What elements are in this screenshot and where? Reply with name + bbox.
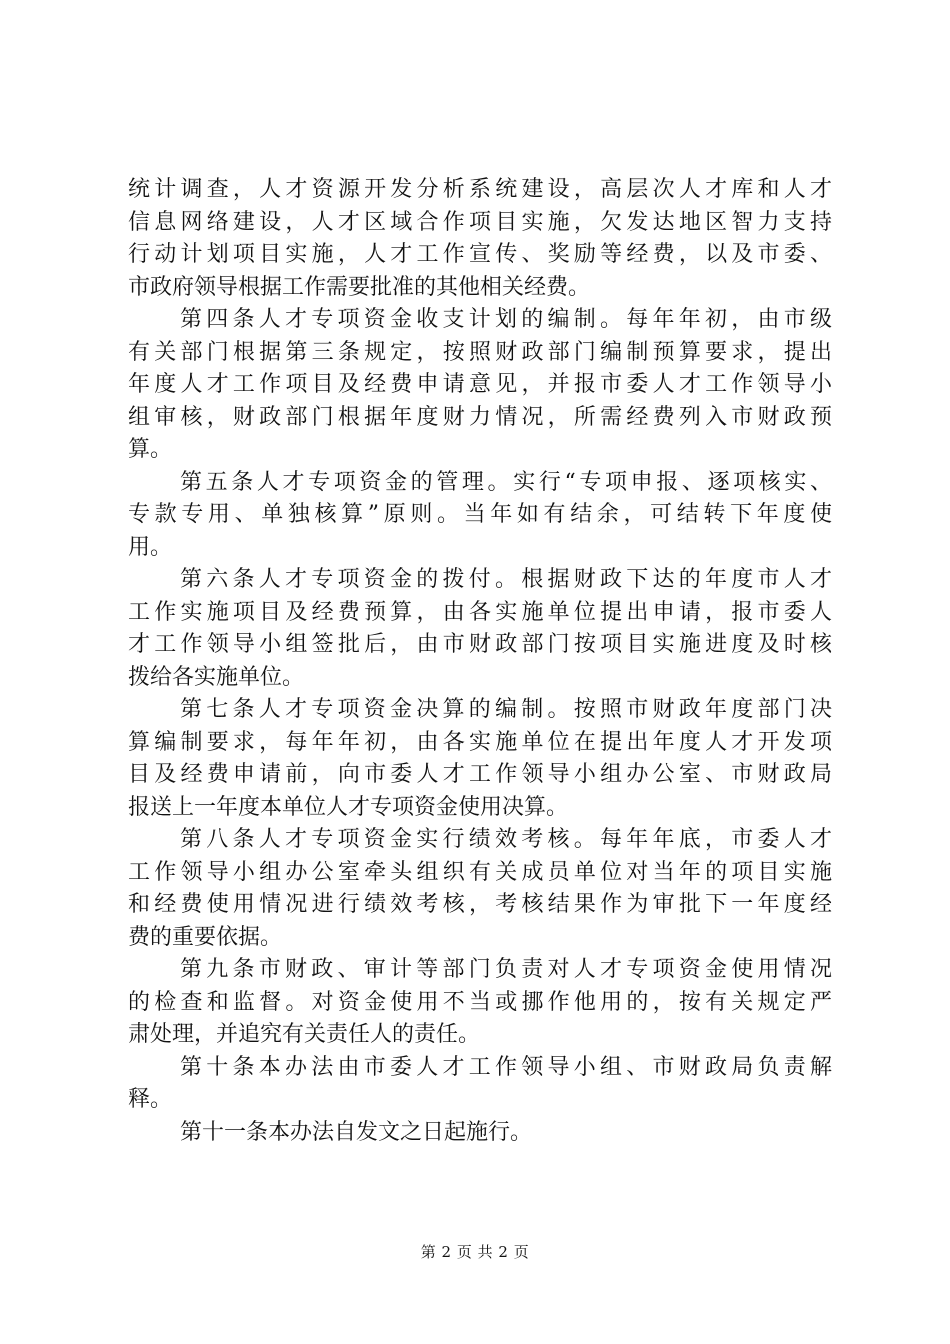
text-line: 行动计划项目实施，人才工作宣传、奖励等经费，以及市委、	[128, 242, 832, 267]
text-line: 第十条本办法由市委人才工作领导小组、市财政局负责解	[180, 1054, 832, 1080]
text-line: 组审核，财政部门根据年度财力情况，所需经费列入市财政预	[128, 404, 832, 430]
text-line: 第十一条本办法自发文之日起施行。	[180, 1119, 533, 1145]
text-line: 第六条人才专项资金的拨付。根据财政下达的年度市人才	[180, 567, 832, 592]
document-body	[128, 174, 832, 1149]
text-line: 报送上一年度本单位人才专项资金使用决算。	[128, 794, 569, 820]
text-line: 算编制要求，每年年初，由各实施单位在提出年度人才开发项	[128, 729, 832, 755]
text-line: 统计调查，人才资源开发分析系统建设，高层次人才库和人才	[128, 177, 832, 202]
text-line: 有关部门根据第三条规定，按照财政部门编制预算要求，提出	[128, 339, 832, 365]
text-line: 信息网络建设，人才区域合作项目实施，欠发达地区智力支持	[128, 209, 832, 235]
text-line: 工作实施项目及经费预算，由各实施单位提出申请，报市委人	[128, 599, 832, 625]
text-line: 第五条人才专项资金的管理。实行“专项申报、逐项核实、	[180, 469, 832, 495]
page-footer: 第 2 页 共 2 页	[420, 1243, 530, 1261]
text-line: 第九条市财政、审计等部门负责对人才专项资金使用情况	[180, 957, 832, 982]
text-line: 专款专用、单独核算”原则。当年如有结余，可结转下年度使	[128, 502, 832, 527]
text-line: 用。	[128, 534, 173, 560]
text-line: 释。	[128, 1087, 173, 1112]
text-line: 年度人才工作项目及经费申请意见，并报市委人才工作领导小	[128, 372, 832, 397]
text-line: 费的重要依据。	[128, 924, 283, 950]
text-line: 和经费使用情况进行绩效考核，考核结果作为审批下一年度经	[128, 892, 832, 917]
text-line: 才工作领导小组签批后，由市财政部门按项目实施进度及时核	[128, 632, 832, 657]
text-line: 第四条人才专项资金收支计划的编制。每年年初，由市级	[180, 307, 832, 332]
text-line: 目及经费申请前，向市委人才工作领导小组办公室、市财政局	[128, 762, 832, 787]
text-line: 算。	[128, 437, 173, 462]
text-line: 拨给各实施单位。	[128, 664, 305, 690]
text-line: 第七条人才专项资金决算的编制。按照市财政年度部门决	[180, 697, 832, 722]
text-line: 肃处理，并追究有关责任人的责任。	[128, 1022, 481, 1047]
text-line: 的检查和监督。对资金使用不当或挪作他用的，按有关规定严	[128, 989, 832, 1015]
text-line: 第八条人才专项资金实行绩效考核。每年年底，市委人才	[180, 827, 832, 852]
text-line: 工作领导小组办公室牵头组织有关成员单位对当年的项目实施	[128, 859, 832, 885]
text-line: 市政府领导根据工作需要批准的其他相关经费。	[128, 274, 591, 300]
